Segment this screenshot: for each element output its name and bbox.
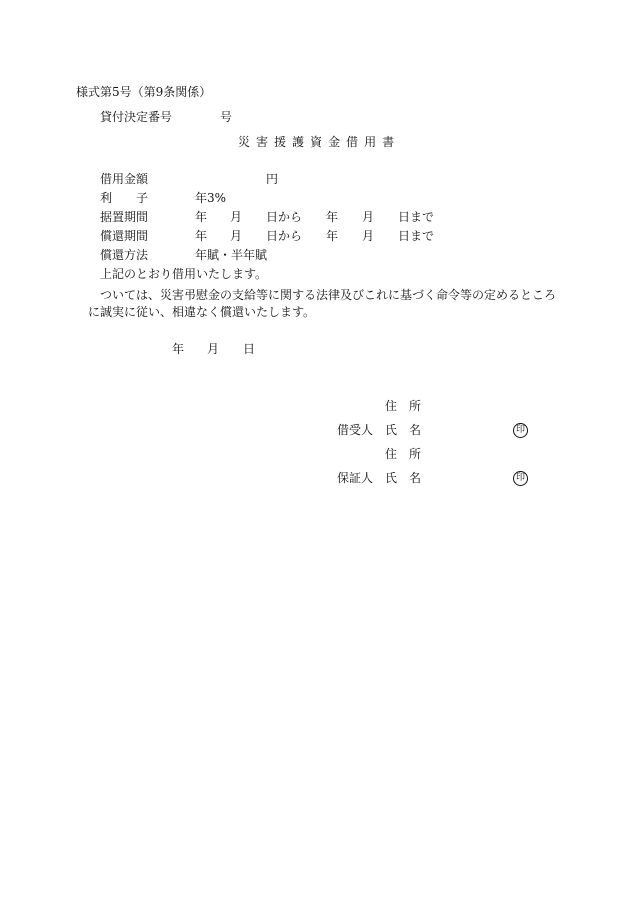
title-char: 害 xyxy=(256,135,269,149)
guarantor-name-label: 氏 名 xyxy=(385,471,422,485)
title-char: 災 xyxy=(238,135,251,149)
guarantor-address-label: 住 所 xyxy=(385,447,422,461)
deferment-start-year: 年 xyxy=(195,210,208,224)
date-year: 年 xyxy=(172,342,185,356)
repayment-start-year: 年 xyxy=(195,229,208,243)
repayment-end-month: 月 xyxy=(362,229,375,243)
form-label: 様式第5号（第9条関係） xyxy=(76,85,212,99)
repayment-end-day: 日まで xyxy=(398,229,435,243)
field-label-repayment-method: 償還方法 xyxy=(100,248,149,262)
deferment-end-day: 日まで xyxy=(398,210,435,224)
date-day: 日 xyxy=(243,342,256,356)
guarantor-seal: 印 xyxy=(513,471,528,486)
body-line-2: ついては、災害弔慰金の支給等に関する法律及びこれに基づく命令等の定めるところ xyxy=(100,288,557,302)
borrower-name-label: 氏 名 xyxy=(385,423,422,437)
guarantor-role: 保証人 xyxy=(337,471,374,485)
borrower-role: 借受人 xyxy=(337,423,374,437)
body-line-3: に誠実に従い、相違なく償還いたします。 xyxy=(88,305,316,319)
title-char: 書 xyxy=(382,135,395,149)
title-char: 用 xyxy=(364,135,377,149)
document-title xyxy=(238,136,394,148)
field-value-repayment-method: 年賦・半年賦 xyxy=(195,248,268,262)
date-month: 月 xyxy=(207,342,220,356)
field-value-interest: 年3% xyxy=(195,191,227,205)
borrower-address-label: 住 所 xyxy=(385,399,422,413)
title-char: 護 xyxy=(292,135,305,149)
deferment-end-year: 年 xyxy=(326,210,339,224)
field-label-interest: 利 子 xyxy=(100,191,149,205)
field-label-deferment: 据置期間 xyxy=(100,210,149,224)
repayment-end-year: 年 xyxy=(326,229,339,243)
title-char: 援 xyxy=(274,135,287,149)
deferment-start-day: 日から xyxy=(266,210,303,224)
deferment-end-month: 月 xyxy=(362,210,375,224)
field-label-repayment-period: 償還期間 xyxy=(100,229,149,243)
title-char: 金 xyxy=(328,135,341,149)
title-char: 借 xyxy=(346,135,359,149)
borrower-seal: 印 xyxy=(513,423,528,438)
field-label-amount: 借用金額 xyxy=(100,172,149,186)
body-line-1: 上記のとおり借用いたします。 xyxy=(100,267,268,281)
repayment-start-day: 日から xyxy=(266,229,303,243)
deferment-start-month: 月 xyxy=(230,210,243,224)
decision-number-label: 貸付決定番号 xyxy=(100,110,173,124)
repayment-start-month: 月 xyxy=(230,229,243,243)
decision-number-suffix: 号 xyxy=(220,110,233,124)
title-char: 資 xyxy=(310,135,323,149)
field-value-amount: 円 xyxy=(266,172,279,186)
